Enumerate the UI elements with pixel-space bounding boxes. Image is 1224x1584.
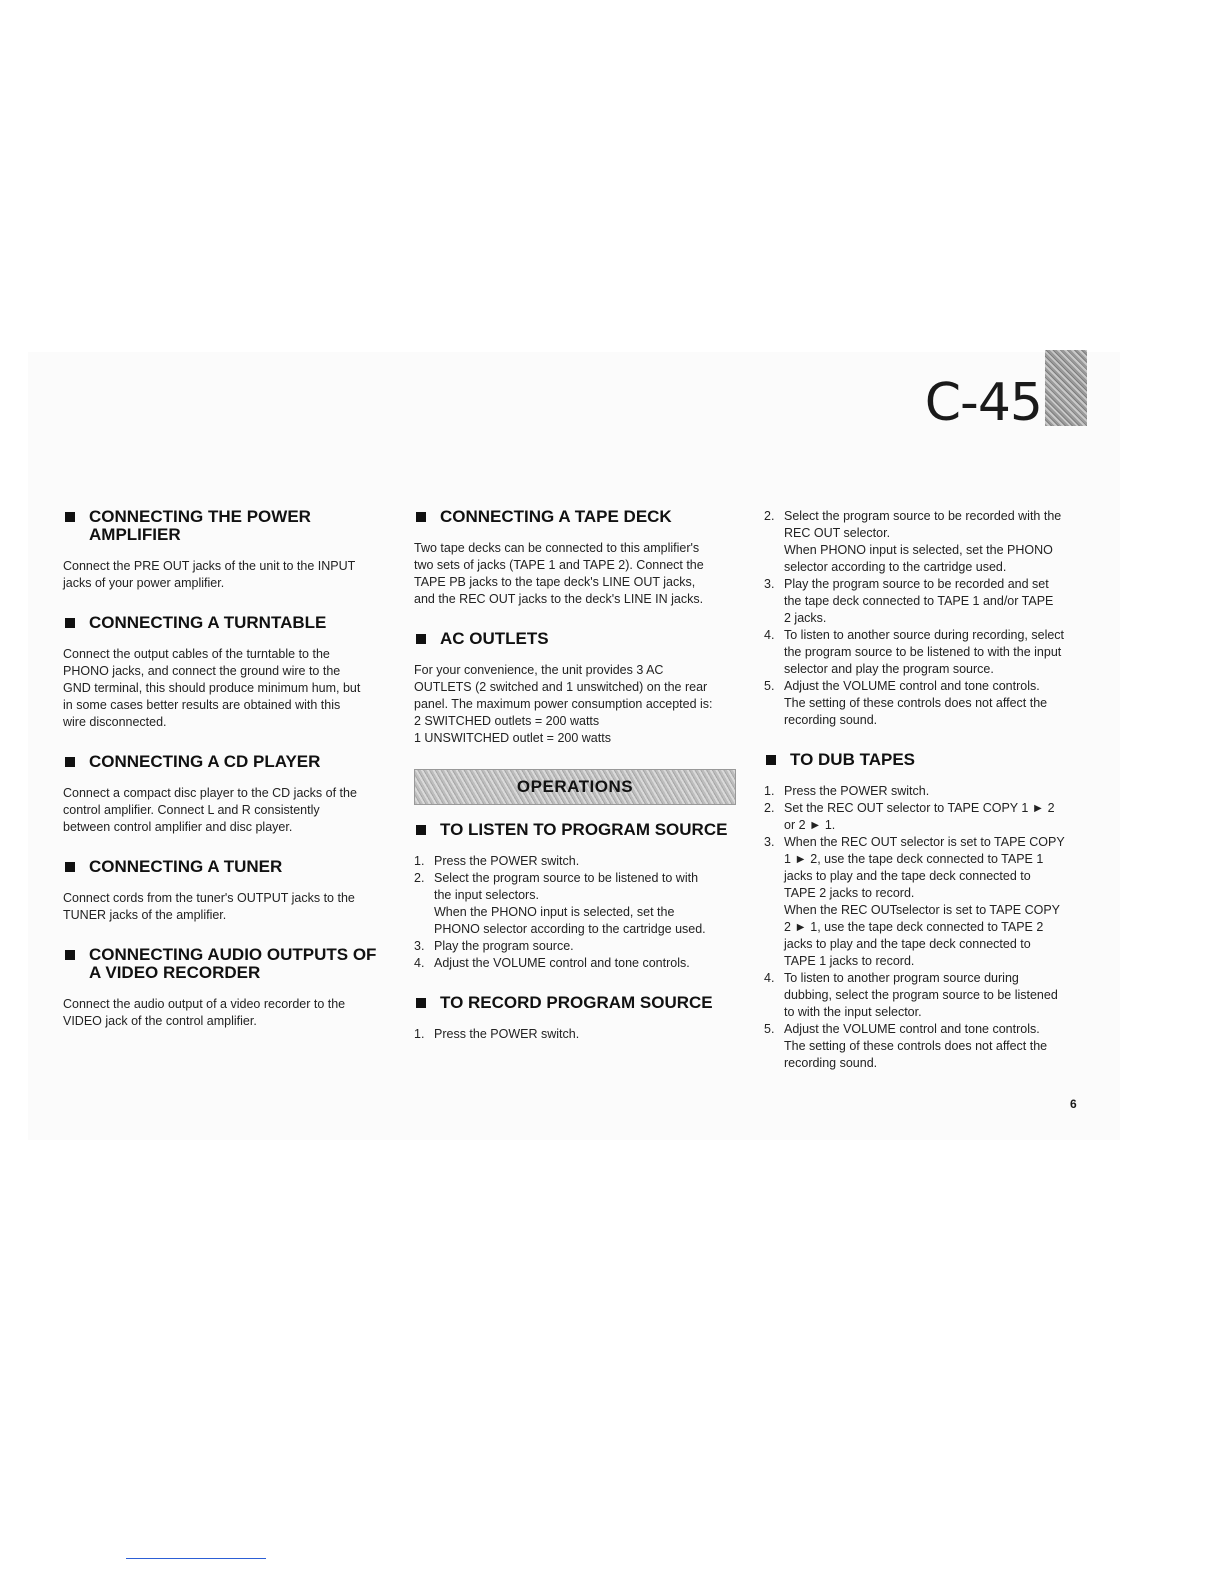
step-line: 2 ► 1, use the tape deck connected to TAPE 2 [784, 920, 1044, 934]
step-list [764, 783, 1094, 1072]
paragraph-line: Two tape decks can be connected to this amplifier's [414, 541, 700, 555]
paragraph-line: panel. The maximum power consumption accepted is: [414, 697, 713, 711]
step-line: REC OUT selector. [784, 526, 891, 540]
step-line: Press the POWER switch. [784, 784, 930, 798]
step-number: 2. [764, 509, 775, 523]
step-number: 3. [414, 939, 425, 953]
step-number: 3. [764, 577, 775, 591]
step-line: jacks to play and the tape deck connected to [784, 869, 1031, 883]
step-item [764, 678, 1094, 729]
section-paragraph [63, 558, 393, 592]
step-text [784, 1021, 1094, 1072]
step-line: PHONO selector according to the cartridge used. [434, 922, 706, 936]
heading-text [89, 858, 393, 876]
bullet-square-icon [416, 512, 426, 522]
step-text [784, 678, 1094, 729]
section-connection [63, 508, 393, 592]
step-line: TAPE 1 jacks to record. [784, 954, 915, 968]
step-line: selector and play the program source. [784, 662, 994, 676]
step-item [764, 627, 1094, 678]
heading-line: A VIDEO RECORDER [89, 963, 261, 982]
bullet-square-icon [766, 755, 776, 765]
section-ac-outlets [414, 630, 744, 747]
heading-text [440, 994, 744, 1012]
step-item [414, 938, 744, 955]
section-dub-tapes [764, 751, 1094, 1072]
paragraph-line: Connect the PRE OUT jacks of the unit to the INPUT [63, 559, 356, 573]
section-heading [63, 753, 393, 771]
section-paragraph [63, 646, 393, 731]
step-line: the program source to be listened to with the input [784, 645, 1062, 659]
model-tab-marker [1045, 350, 1087, 426]
section-paragraph [414, 662, 744, 747]
heading-text [89, 614, 393, 632]
paragraph-line: 1 UNSWITCHED outlet = 200 watts [414, 731, 611, 745]
step-line: Adjust the VOLUME control and tone controls. [434, 956, 690, 970]
step-item [764, 834, 1094, 970]
step-line: Press the POWER switch. [434, 1027, 580, 1041]
step-item [414, 870, 744, 938]
step-line: When the REC OUT selector is set to TAPE COPY [784, 835, 1065, 849]
step-line: the input selectors. [434, 888, 539, 902]
paragraph-line: TUNER jacks of the amplifier. [63, 908, 227, 922]
paragraph-line: control amplifier. Connect L and R consistently [63, 803, 320, 817]
paragraph-line: VIDEO jack of the control amplifier. [63, 1014, 257, 1028]
step-number: 2. [764, 801, 775, 815]
section-listen [414, 821, 744, 972]
step-text [784, 627, 1094, 678]
section-connection [63, 858, 393, 924]
step-line: jacks to play and the tape deck connected to [784, 937, 1031, 951]
step-line: TAPE 2 jacks to record. [784, 886, 915, 900]
step-text [784, 834, 1094, 970]
step-text [434, 870, 744, 938]
bullet-square-icon [65, 950, 75, 960]
step-number: 1. [414, 1027, 425, 1041]
bullet-square-icon [65, 618, 75, 628]
step-number: 2. [414, 871, 425, 885]
paragraph-line: Connect a compact disc player to the CD jacks of the [63, 786, 357, 800]
step-text [784, 576, 1094, 627]
step-line: Select the program source to be listened to with [434, 871, 699, 885]
section-heading [63, 614, 393, 632]
step-line: Play the program source to be recorded and set [784, 577, 1049, 591]
step-line: dubbing, select the program source to be listened [784, 988, 1058, 1002]
heading-line: CONNECTING A TUNER [89, 857, 283, 876]
step-item [764, 800, 1094, 834]
bullet-square-icon [416, 825, 426, 835]
step-line: Adjust the VOLUME control and tone controls. [784, 679, 1040, 693]
heading-text [89, 508, 393, 544]
section-heading [764, 751, 1094, 769]
footer-link-underline[interactable] [126, 1558, 266, 1559]
section-tape-deck [414, 508, 744, 608]
step-item [414, 853, 744, 870]
step-line: Set the REC OUT selector to TAPE COPY 1 ► 2 [784, 801, 1055, 815]
bullet-square-icon [65, 862, 75, 872]
heading-line: TO RECORD PROGRAM SOURCE [440, 993, 713, 1012]
bullet-square-icon [416, 634, 426, 644]
heading-line: AMPLIFIER [89, 525, 181, 544]
heading-line: CONNECTING A CD PLAYER [89, 752, 321, 771]
step-line: The setting of these controls does not affect the [784, 696, 1048, 710]
step-item [414, 1026, 744, 1043]
step-line: 2 jacks. [784, 611, 827, 625]
step-line: to with the input selector. [784, 1005, 922, 1019]
paragraph-line: Connect the audio output of a video recorder to the [63, 997, 346, 1011]
heading-text [89, 753, 393, 771]
paragraph-line: jacks of your power amplifier. [63, 576, 225, 590]
operations-banner [414, 769, 736, 805]
paragraph-line: Connect the output cables of the turntable to the [63, 647, 330, 661]
heading-text [440, 630, 744, 648]
step-line: Adjust the VOLUME control and tone controls. [784, 1022, 1040, 1036]
page-number: 6 [1070, 1097, 1077, 1111]
section-paragraph [63, 785, 393, 836]
step-item [764, 783, 1094, 800]
paragraph-line: PHONO jacks, and connect the ground wire to the [63, 664, 341, 678]
heading-text [440, 821, 744, 839]
paragraph-line: two sets of jacks (TAPE 1 and TAPE 2). Connect the [414, 558, 704, 572]
heading-text [790, 751, 1094, 769]
step-number: 5. [764, 679, 775, 693]
section-paragraph [414, 540, 744, 608]
step-number: 4. [764, 628, 775, 642]
step-line: selector according to the cartridge used. [784, 560, 1007, 574]
step-number: 1. [414, 854, 425, 868]
heading-line: AC OUTLETS [440, 629, 549, 648]
section-connection [63, 946, 393, 1030]
column-middle [414, 508, 744, 1065]
step-item [764, 508, 1094, 576]
step-number: 4. [764, 971, 775, 985]
step-list [764, 508, 1094, 729]
section-connection [63, 753, 393, 836]
column-left [63, 508, 393, 1052]
step-number: 4. [414, 956, 425, 970]
step-line: Select the program source to be recorded with the [784, 509, 1062, 523]
paragraph-line: OUTLETS (2 switched and 1 unswitched) on the rear [414, 680, 708, 694]
paragraph-line: For your convenience, the unit provides 3 AC [414, 663, 664, 677]
step-line: To listen to another program source during [784, 971, 1019, 985]
paragraph-line: in some cases better results are obtained with this [63, 698, 341, 712]
operations-banner-label: OPERATIONS [516, 777, 634, 796]
step-list [414, 853, 744, 972]
heading-line: TO DUB TAPES [790, 750, 915, 769]
step-text [434, 955, 744, 972]
step-text [434, 853, 744, 870]
step-item [764, 576, 1094, 627]
step-line: the tape deck connected to TAPE 1 and/or TAPE [784, 594, 1054, 608]
paragraph-line: Connect cords from the tuner's OUTPUT jacks to the [63, 891, 355, 905]
model-logo: C-45 [924, 373, 1042, 433]
bullet-square-icon [65, 512, 75, 522]
paragraph-line: wire disconnected. [63, 715, 167, 729]
heading-text [440, 508, 744, 526]
step-text [784, 783, 1094, 800]
section-heading [414, 994, 744, 1012]
section-connection [63, 614, 393, 731]
step-line: recording sound. [784, 1056, 878, 1070]
section-paragraph [63, 996, 393, 1030]
bullet-square-icon [416, 998, 426, 1008]
step-number: 3. [764, 835, 775, 849]
step-item [764, 1021, 1094, 1072]
paragraph-line: and the REC OUT jacks to the deck's LINE IN jacks. [414, 592, 704, 606]
step-text [784, 800, 1094, 834]
paragraph-line: TAPE PB jacks to the tape deck's LINE OUT jacks, [414, 575, 696, 589]
paragraph-line: 2 SWITCHED outlets = 200 watts [414, 714, 600, 728]
paragraph-line: between control amplifier and disc player. [63, 820, 293, 834]
section-heading [63, 508, 393, 544]
paragraph-line: GND terminal, this should produce minimum hum, but [63, 681, 361, 695]
section-heading [414, 821, 744, 839]
bullet-square-icon [65, 757, 75, 767]
step-text [434, 938, 744, 955]
step-number: 5. [764, 1022, 775, 1036]
step-text [784, 970, 1094, 1021]
step-line: To listen to another source during recording, select [784, 628, 1065, 642]
step-line: The setting of these controls does not affect the [784, 1039, 1048, 1053]
step-line: When the REC OUTselector is set to TAPE COPY [784, 903, 1061, 917]
step-number: 1. [764, 784, 775, 798]
step-item [414, 955, 744, 972]
heading-line: CONNECTING A TURNTABLE [89, 613, 327, 632]
step-line: or 2 ► 1. [784, 818, 836, 832]
heading-line: CONNECTING AUDIO OUTPUTS OF [89, 945, 377, 964]
heading-line: CONNECTING THE POWER [89, 507, 311, 526]
step-text [434, 1026, 744, 1043]
step-list [414, 1026, 744, 1043]
column-right [764, 508, 1094, 1094]
step-text [784, 508, 1094, 576]
step-line: When PHONO input is selected, set the PHONO [784, 543, 1053, 557]
step-line: Press the POWER switch. [434, 854, 580, 868]
section-heading [63, 858, 393, 876]
section-heading [414, 630, 744, 648]
step-line: recording sound. [784, 713, 878, 727]
section-record-continued [764, 508, 1094, 729]
step-line: When the PHONO input is selected, set the [434, 905, 675, 919]
section-paragraph [63, 890, 393, 924]
step-item [764, 970, 1094, 1021]
section-record [414, 994, 744, 1043]
section-heading [414, 508, 744, 526]
step-line: Play the program source. [434, 939, 574, 953]
heading-line: CONNECTING A TAPE DECK [440, 507, 672, 526]
section-heading [63, 946, 393, 982]
heading-line: TO LISTEN TO PROGRAM SOURCE [440, 820, 728, 839]
heading-text [89, 946, 393, 982]
step-line: 1 ► 2, use the tape deck connected to TAPE 1 [784, 852, 1044, 866]
